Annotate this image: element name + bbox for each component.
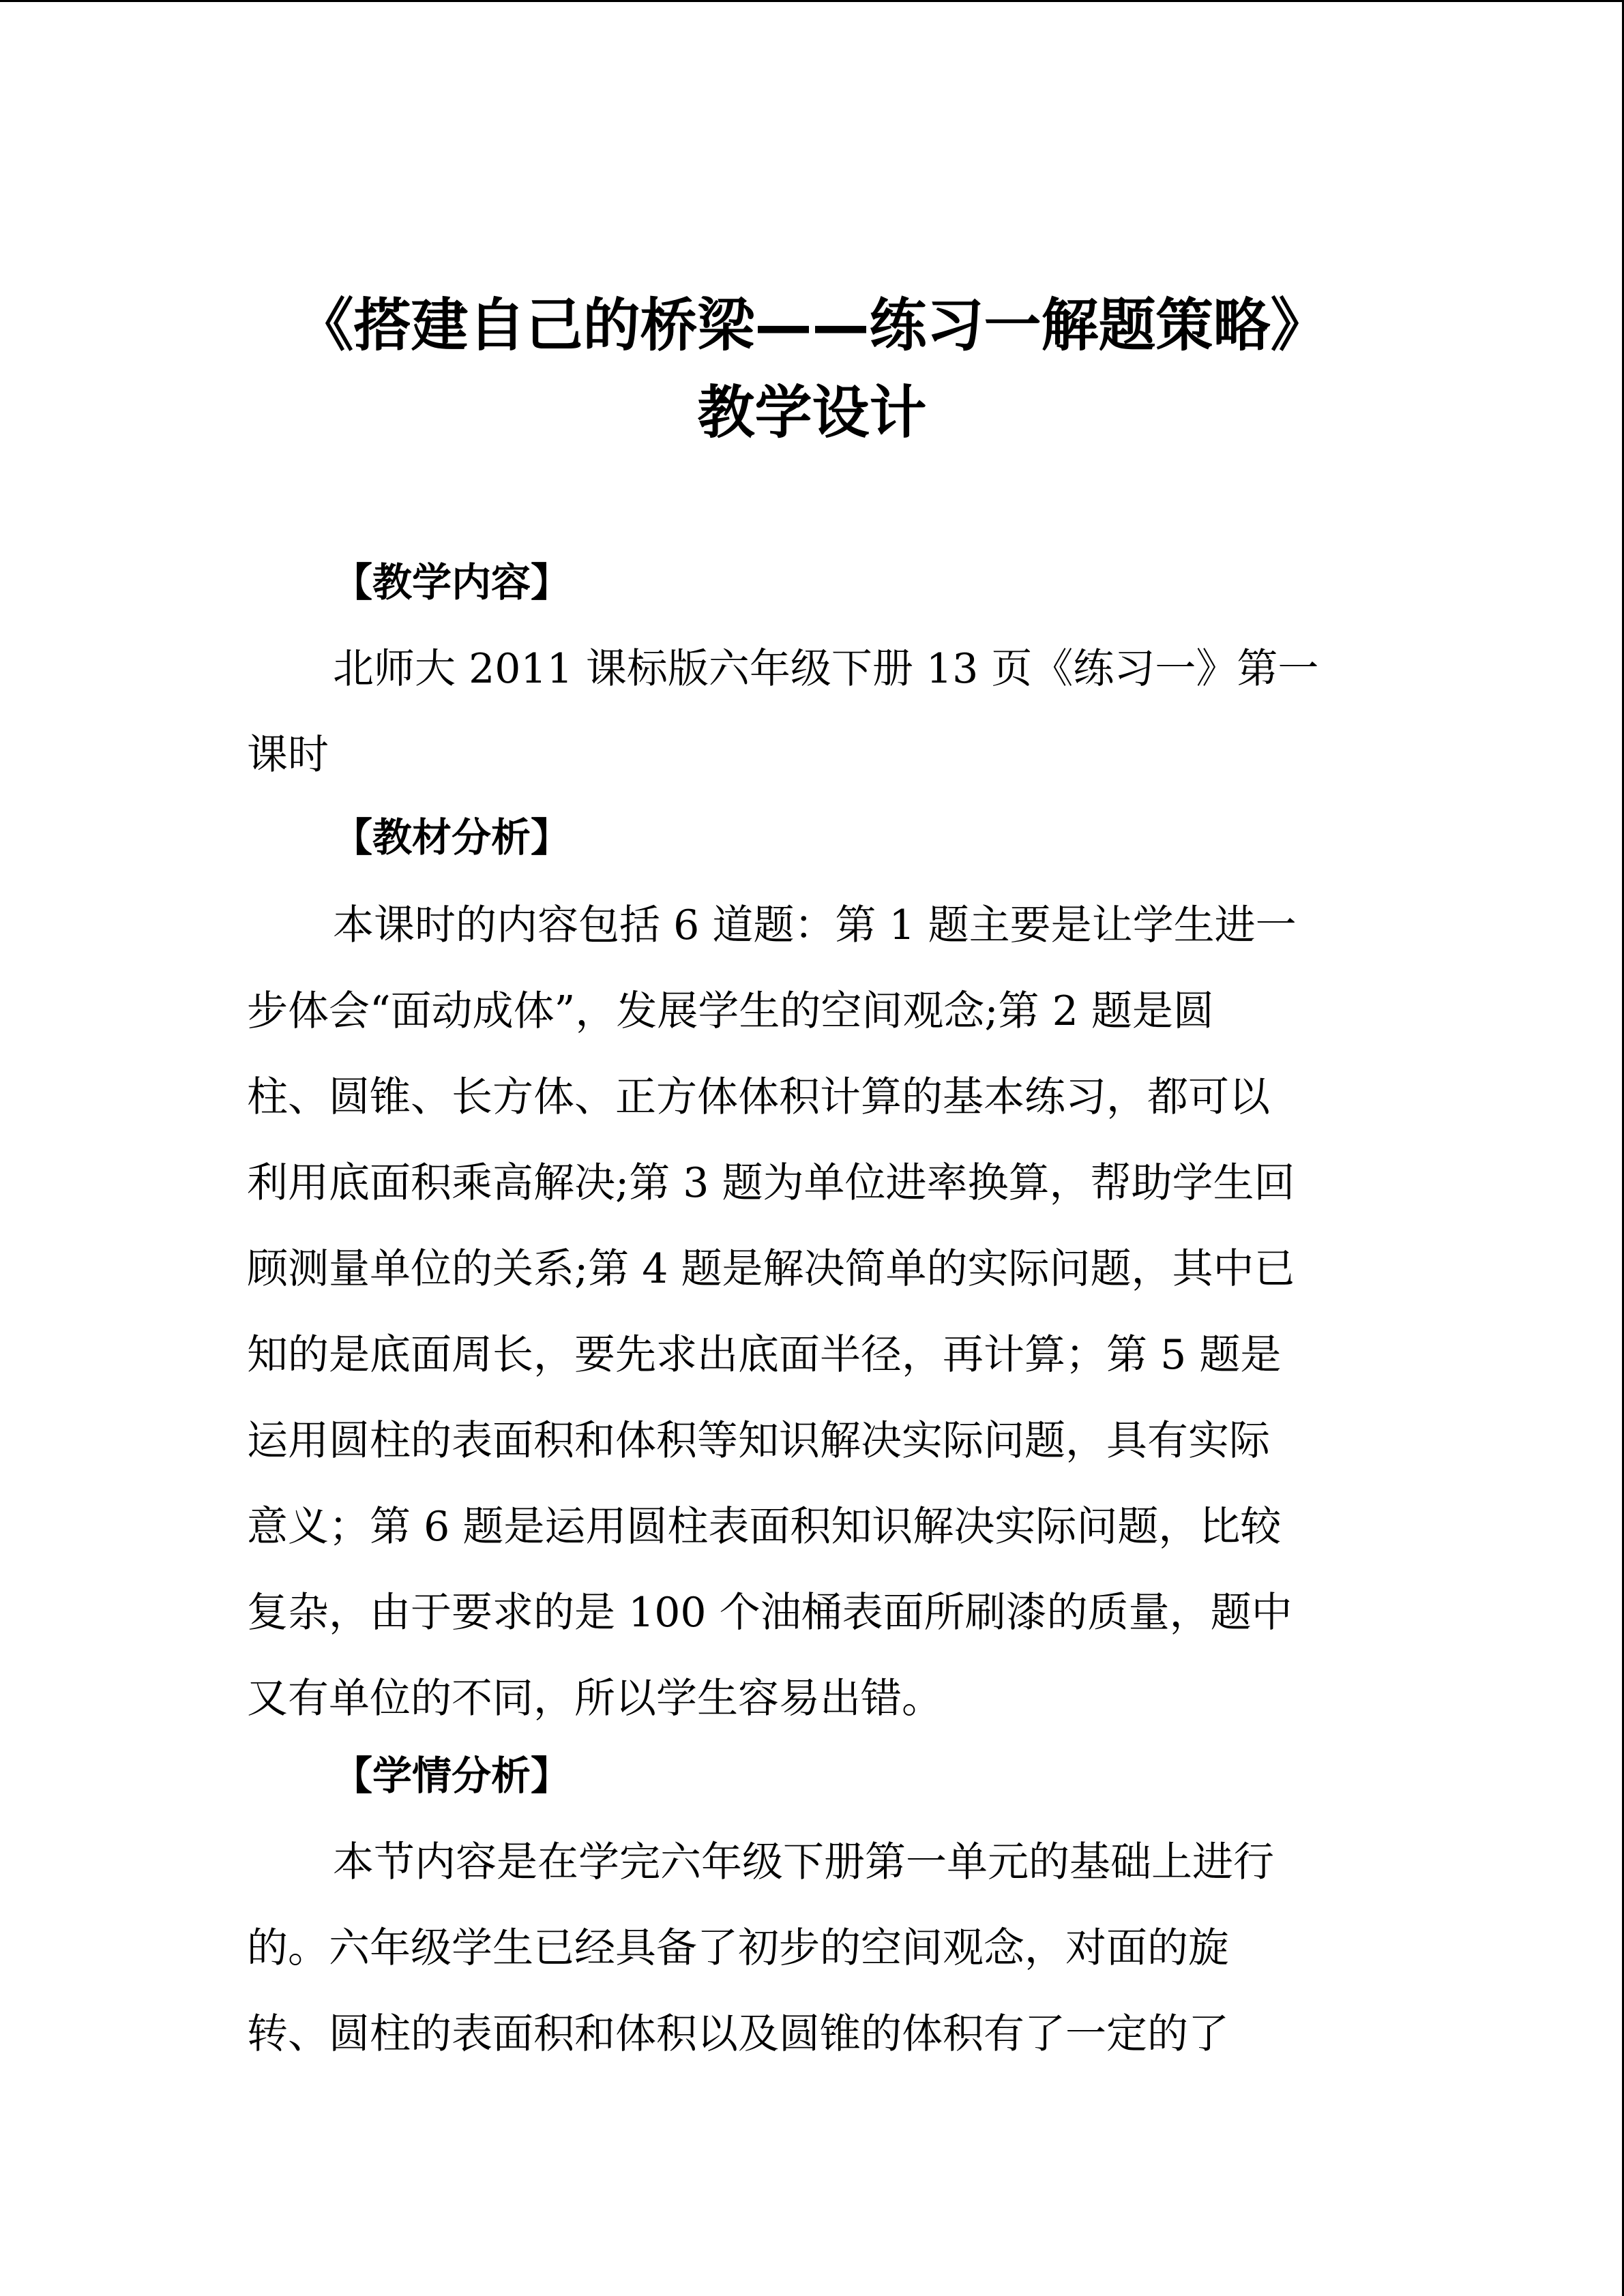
paragraph-line: 复杂，由于要求的是 100 个油桶表面所刷漆的质量，题中 (247, 1589, 1293, 1637)
paragraph-line: 意义；第 6 题是运用圆柱表面积知识解决实际问题，比较 (247, 1503, 1282, 1551)
paragraph-line: 本课时的内容包括 6 道题：第 1 题主要是让学生进一 (333, 901, 1297, 949)
paragraph-line: 又有单位的不同，所以学生容易出错。 (247, 1675, 943, 1723)
paragraph-line: 步体会“面动成体”，发展学生的空间观念;第 2 题是圆 (247, 987, 1214, 1035)
paragraph-line: 知的是底面周长，要先求出底面半径，再计算；第 5 题是 (247, 1331, 1282, 1379)
paragraph-line: 顾测量单位的关系;第 4 题是解决简单的实际问题，其中已 (247, 1245, 1295, 1293)
document-title-line-2: 教学设计 (697, 379, 927, 446)
paragraph-line: 的。六年级学生已经具备了初步的空间观念，对面的旋 (247, 1924, 1229, 1972)
paragraph-line: 柱、圆锥、长方体、正方体体积计算的基本练习，都可以 (247, 1073, 1270, 1121)
section-heading-learner-analysis: 【学情分析】 (333, 1753, 571, 1799)
document-title-line-1: 《搭建自己的桥梁——练习一解题策略》 (296, 292, 1328, 359)
section-heading-teaching-content: 【教学内容】 (333, 559, 571, 606)
paragraph-line: 北师大 2011 课标版六年级下册 13 页《练习一》第一 (333, 645, 1319, 693)
section-heading-textbook-analysis: 【教材分析】 (333, 814, 571, 861)
paragraph-line: 本节内容是在学完六年级下册第一单元的基础上进行 (333, 1838, 1274, 1886)
paragraph-line: 运用圆柱的表面积和体积等知识解决实际问题，具有实际 (247, 1417, 1270, 1465)
paragraph-line: 课时 (247, 731, 329, 779)
paragraph-line: 利用底面积乘高解决;第 3 题为单位进率换算，帮助学生回 (247, 1159, 1295, 1207)
paragraph-line: 转、圆柱的表面积和体积以及圆锥的体积有了一定的了 (247, 2010, 1229, 2058)
